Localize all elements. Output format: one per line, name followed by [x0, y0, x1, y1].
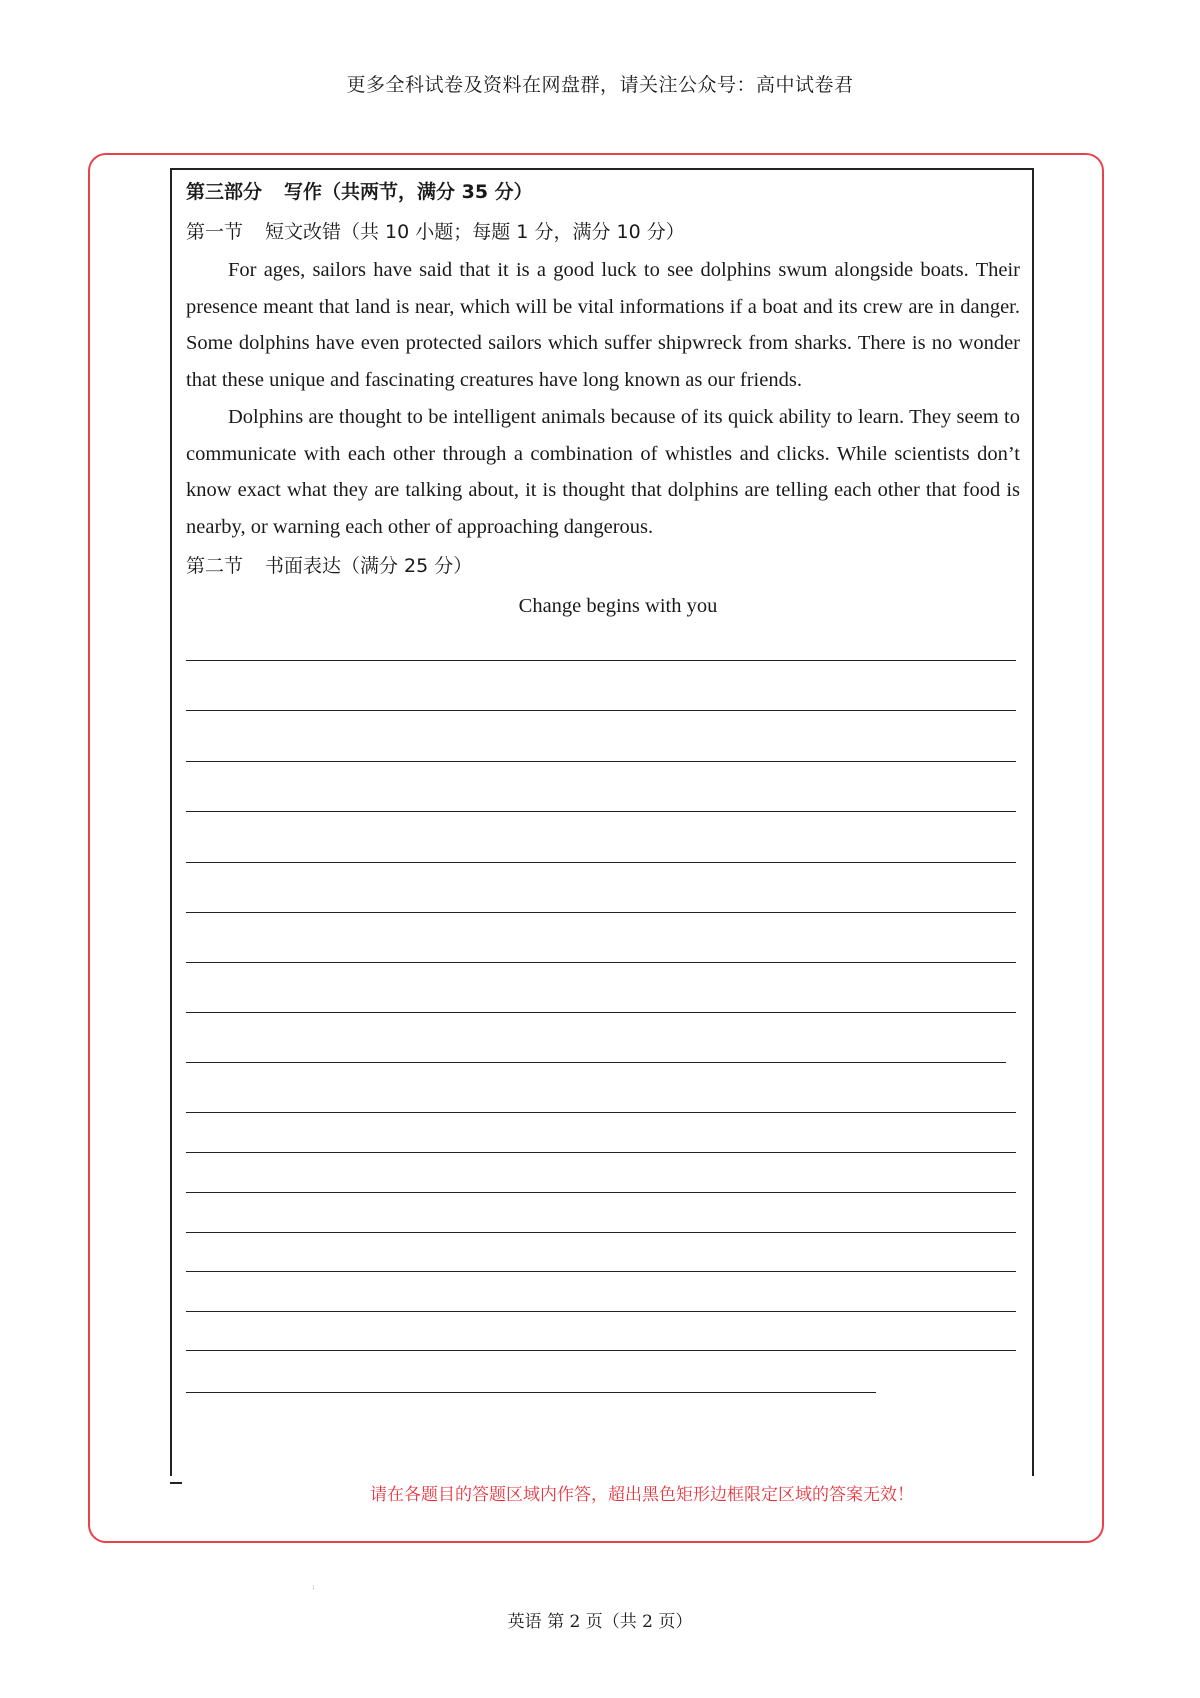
- writing-line[interactable]: [186, 1350, 1016, 1351]
- writing-line[interactable]: [186, 1311, 1016, 1312]
- writing-line[interactable]: [186, 1062, 1006, 1063]
- box-corner-tick: [170, 1482, 182, 1484]
- error-correction-paragraph-2: Dolphins are thought to be intelligent animals because of its quick ability to learn. They seem to communicate with each other through a combination of whistles and clicks. While scientists don’t know exact what they are talking about, it is thought that dolphins are telling each other that food is nearby, or warning each other of approaching dangerous.: [186, 405, 1020, 538]
- writing-line[interactable]: [186, 761, 1016, 762]
- writing-line[interactable]: [186, 1271, 1016, 1272]
- writing-line[interactable]: [186, 962, 1016, 963]
- scan-mark: :: [312, 1582, 315, 1591]
- writing-line[interactable]: [186, 1192, 1016, 1193]
- writing-line[interactable]: [186, 862, 1016, 863]
- page-footer: 英语 第 2 页（共 2 页）: [507, 1612, 693, 1632]
- writing-line[interactable]: [186, 1152, 1016, 1153]
- section2-title: 书面表达（满分 25 分）: [265, 554, 473, 577]
- writing-line[interactable]: [186, 811, 1016, 812]
- part-label: 第三部分: [186, 181, 263, 203]
- part-heading: [186, 172, 1020, 212]
- answer-area-warning: 请在各题目的答题区域内作答，超出黑色矩形边框限定区域的答案无效！: [370, 1485, 914, 1505]
- writing-line[interactable]: [186, 1012, 1016, 1013]
- part-title: 写作（共两节，满分 35 分）: [284, 181, 533, 203]
- essay-title: Change begins with you: [518, 594, 718, 617]
- error-correction-paragraph-1: For ages, sailors have said that it is a good luck to see dolphins swum alongside boats. Their presence meant that land is near, which will be vital informations if a boat and its crew are in danger. Some dolphins have even protected sailors which suffer shipwreck from sharks. There is no wonder that these unique and fascinating creatures have long known as our friends.: [186, 259, 1020, 392]
- writing-line[interactable]: [186, 1112, 1016, 1113]
- writing-line[interactable]: [186, 710, 1016, 711]
- section1-label: 第一节: [186, 221, 244, 243]
- section1-title: 短文改错（共 10 小题；每题 1 分，满分 10 分）: [265, 221, 685, 243]
- writing-content: [186, 172, 1020, 626]
- writing-line[interactable]: [186, 912, 1016, 913]
- writing-line[interactable]: [186, 1392, 876, 1393]
- section1-heading: [186, 212, 1020, 252]
- section2-heading: [186, 546, 1020, 586]
- writing-line[interactable]: [186, 1232, 1016, 1233]
- section2-label: 第二节: [186, 554, 244, 577]
- writing-line[interactable]: [186, 660, 1016, 661]
- header-note: 更多全科试卷及资料在网盘群，请关注公众号：高中试卷君: [346, 74, 854, 96]
